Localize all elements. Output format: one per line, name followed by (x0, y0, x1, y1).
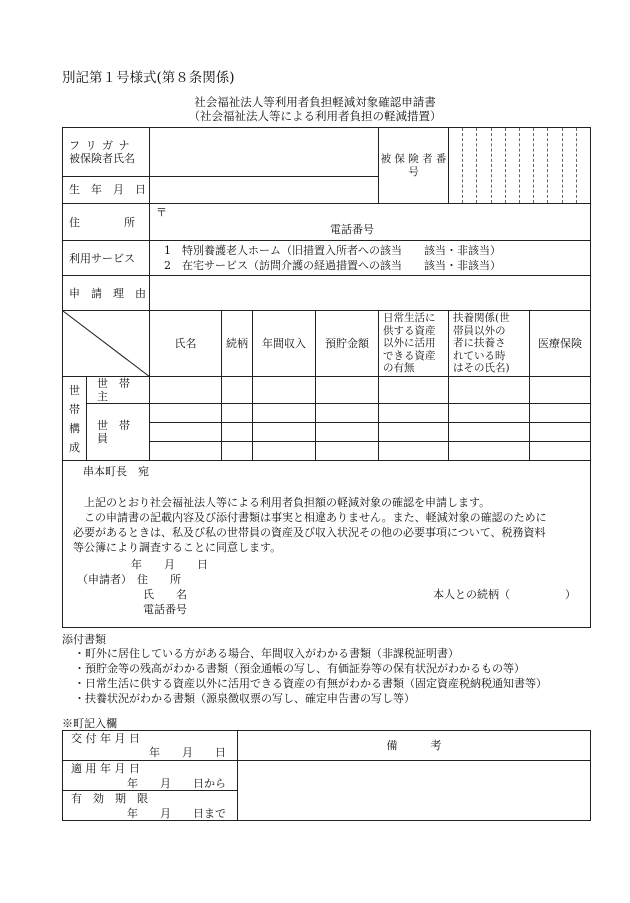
declaration-block (63, 461, 591, 628)
diagonal-line (63, 311, 150, 377)
table-cell[interactable] (150, 377, 222, 404)
table-cell[interactable] (222, 423, 253, 442)
address-field[interactable] (150, 204, 591, 241)
header-assets: 日常生活に 供する資産 以外に活用 できる資産 の有無 (379, 311, 449, 377)
attachments-list (74, 646, 594, 706)
form-number: 別記第１号様式(第８条関係) (62, 70, 235, 86)
insured-number-label: 被 保 険 者 番 号 (379, 128, 449, 204)
document-title: 社会福祉法人等利用者負担軽減対象確認申請書 (194, 95, 436, 109)
remarks-field[interactable] (238, 761, 591, 821)
list-item: ・町外に居住している方がある場合、年間収入がわかる書類（非課税証明書） (74, 647, 459, 660)
household-member-label: 世 帯 員 (87, 404, 150, 461)
reason-label: 申 請 理 由 (63, 276, 150, 311)
remarks-label: 備 考 (238, 731, 591, 761)
relationship-field[interactable]: 本人との続柄（ ） (433, 588, 576, 601)
table-cell[interactable] (449, 404, 530, 423)
table-cell[interactable] (530, 442, 591, 461)
applicant-phone-label: 電話番号 (143, 603, 187, 616)
table-cell[interactable] (253, 404, 316, 423)
name-label-cell (63, 128, 150, 177)
issue-date-value: 年 月 日 (149, 746, 226, 759)
table-cell[interactable] (379, 423, 449, 442)
service-options[interactable] (150, 241, 591, 276)
service-label: 利用サービス (63, 241, 150, 276)
diagonal-header-cell (63, 311, 150, 377)
issue-date-cell[interactable] (63, 731, 238, 761)
applicant-label: （申請者） (77, 573, 132, 586)
apply-date-cell[interactable] (63, 761, 238, 791)
table-cell[interactable] (316, 442, 379, 461)
insured-name-label: 被保険者氏名 (69, 151, 135, 165)
document-subtitle: （社会福祉法人等による利用者負担の軽減措置） (188, 109, 442, 123)
table-cell[interactable] (530, 377, 591, 404)
table-cell[interactable] (253, 377, 316, 404)
issue-date-label: 交 付 年 月 日 (71, 732, 140, 745)
list-item: ・扶養状況がわかる書類（源泉徴収票の写し、確定申告書の写し等） (74, 692, 415, 705)
table-cell[interactable] (530, 423, 591, 442)
apply-date-label: 適 用 年 月 日 (71, 762, 140, 775)
household-side-label: 世 帯 構 成 (63, 377, 87, 461)
list-item: ・預貯金等の残高がわかる書類（預金通帳の写し、有価証券等の保有状況がわかるもの等） (74, 662, 525, 675)
header-insurance: 医療保険 (530, 311, 591, 377)
table-cell[interactable] (253, 423, 316, 442)
table-cell[interactable] (150, 442, 222, 461)
header-savings: 預貯金額 (316, 311, 379, 377)
table-cell[interactable] (150, 404, 222, 423)
declaration-text: 上記のとおり社会福祉法人等による利用者負担額の軽減対象の確認を申請します。 この申請書の記載内容及び添付書類は事実と相違ありません。また、軽減対象の確認のために 必要があるときは、私及び私の世帯員の資産及び収入状況その他の必要事項について、税務資料 等公簿により調査することに同意します。 (73, 496, 547, 554)
birthdate-field[interactable] (150, 176, 379, 203)
reason-field[interactable] (150, 276, 591, 311)
table-cell[interactable] (379, 404, 449, 423)
table-cell[interactable] (530, 404, 591, 423)
table-cell[interactable] (379, 377, 449, 404)
household-head-label: 世 帯 主 (87, 377, 150, 404)
furigana-label: フ リ ガ ナ (69, 138, 131, 152)
applicant-address-label: 住 所 (137, 573, 181, 586)
table-cell[interactable] (316, 404, 379, 423)
table-cell[interactable] (449, 442, 530, 461)
list-item: ・日常生活に供する資産以外に活用できる資産の有無がわかる書類（固定資産税納税通知書等） (74, 677, 547, 690)
table-cell[interactable] (449, 377, 530, 404)
phone-label: 電話番号 (330, 223, 374, 236)
application-table (62, 127, 591, 628)
office-use-label: ※町記入欄 (62, 717, 117, 730)
application-date[interactable]: 年 月 日 (131, 558, 208, 571)
header-support: 扶養関係(世 帯員以外の 者に扶養さ れている時 はその氏名) (449, 311, 530, 377)
table-cell[interactable] (253, 442, 316, 461)
birthdate-label: 生 年 月 日 (63, 176, 150, 203)
valid-period-cell[interactable] (63, 791, 238, 821)
header-name: 氏名 (150, 311, 222, 377)
insured-name-field[interactable] (150, 128, 379, 177)
apply-date-value: 年 月 日から (127, 777, 226, 790)
office-use-table (62, 730, 591, 821)
valid-period-label: 有 効 期 限 (71, 792, 148, 805)
applicant-name-label: 氏 名 (143, 588, 187, 601)
header-income: 年間収入 (253, 311, 316, 377)
valid-period-value: 年 月 日まで (127, 807, 226, 820)
table-cell[interactable] (222, 442, 253, 461)
service-option-1[interactable]: 1 特別養護老人ホーム（旧措置入所者への該当 該当・非該当） (164, 244, 501, 257)
table-cell[interactable] (316, 377, 379, 404)
service-option-2[interactable]: 2 在宅サービス（訪問介護の経過措置への該当 該当・非該当） (164, 259, 501, 272)
table-cell[interactable] (449, 423, 530, 442)
addressee: 串本町長 宛 (83, 465, 149, 478)
attachments-title: 添付書類 (62, 633, 106, 646)
address-label: 住 所 (63, 204, 150, 241)
table-cell[interactable] (222, 404, 253, 423)
postal-mark: 〒 (156, 206, 167, 219)
table-cell[interactable] (316, 423, 379, 442)
insured-number-field[interactable] (449, 128, 591, 204)
table-cell[interactable] (150, 423, 222, 442)
header-relation: 続柄 (222, 311, 253, 377)
table-cell[interactable] (379, 442, 449, 461)
table-cell[interactable] (222, 377, 253, 404)
